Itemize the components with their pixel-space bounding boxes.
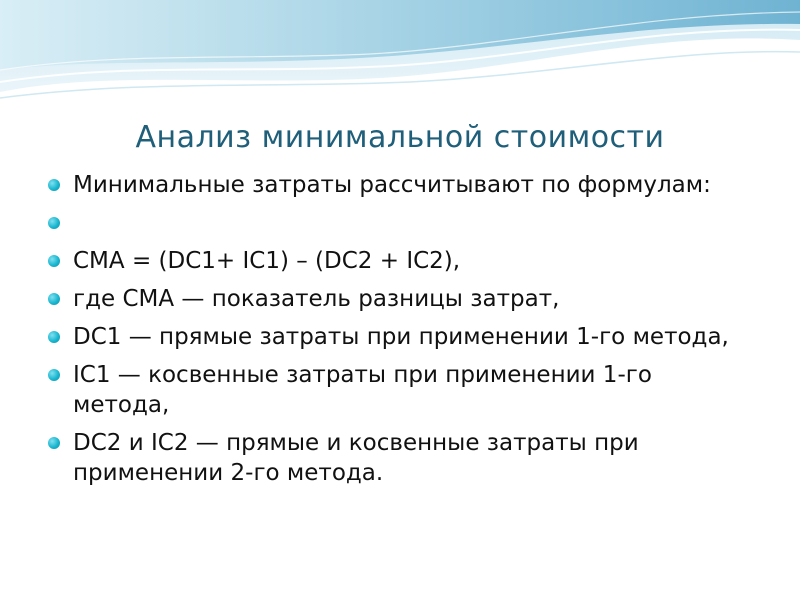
- bullet-dot-icon: [48, 255, 60, 267]
- list-item: [48, 360, 748, 420]
- list-item: [48, 284, 748, 314]
- list-item: [48, 322, 748, 352]
- bullet-dot-icon: [48, 369, 60, 381]
- bullet-dot-icon: [48, 293, 60, 305]
- bullet-text: Минимальные затраты рассчитывают по формулам:: [73, 172, 711, 198]
- bullet-text: CMA = (DC1+ IC1) – (DC2 + IC2),: [73, 248, 461, 274]
- list-item: [48, 246, 748, 276]
- bullet-text: где CMA — показатель разницы затрат,: [73, 286, 560, 312]
- bullet-text: DC2 и IC2 — прямые и косвенные затраты при применении 2-го метода.: [73, 430, 639, 486]
- bullet-text: IC1 — косвенные затраты при применении 1-го метода,: [73, 362, 652, 418]
- list-item: [48, 170, 748, 200]
- slide-title: Анализ минимальной стоимости: [135, 120, 665, 155]
- bullet-dot-icon: [48, 179, 60, 191]
- header-wave-decoration: [0, 0, 800, 140]
- bullet-list: [48, 170, 748, 496]
- bullet-dot-icon: [48, 331, 60, 343]
- list-item: [48, 428, 748, 488]
- list-item: [48, 208, 748, 238]
- bullet-dot-icon: [48, 217, 60, 229]
- bullet-text: DC1 — прямые затраты при применении 1-го метода,: [73, 324, 729, 350]
- bullet-dot-icon: [48, 437, 60, 449]
